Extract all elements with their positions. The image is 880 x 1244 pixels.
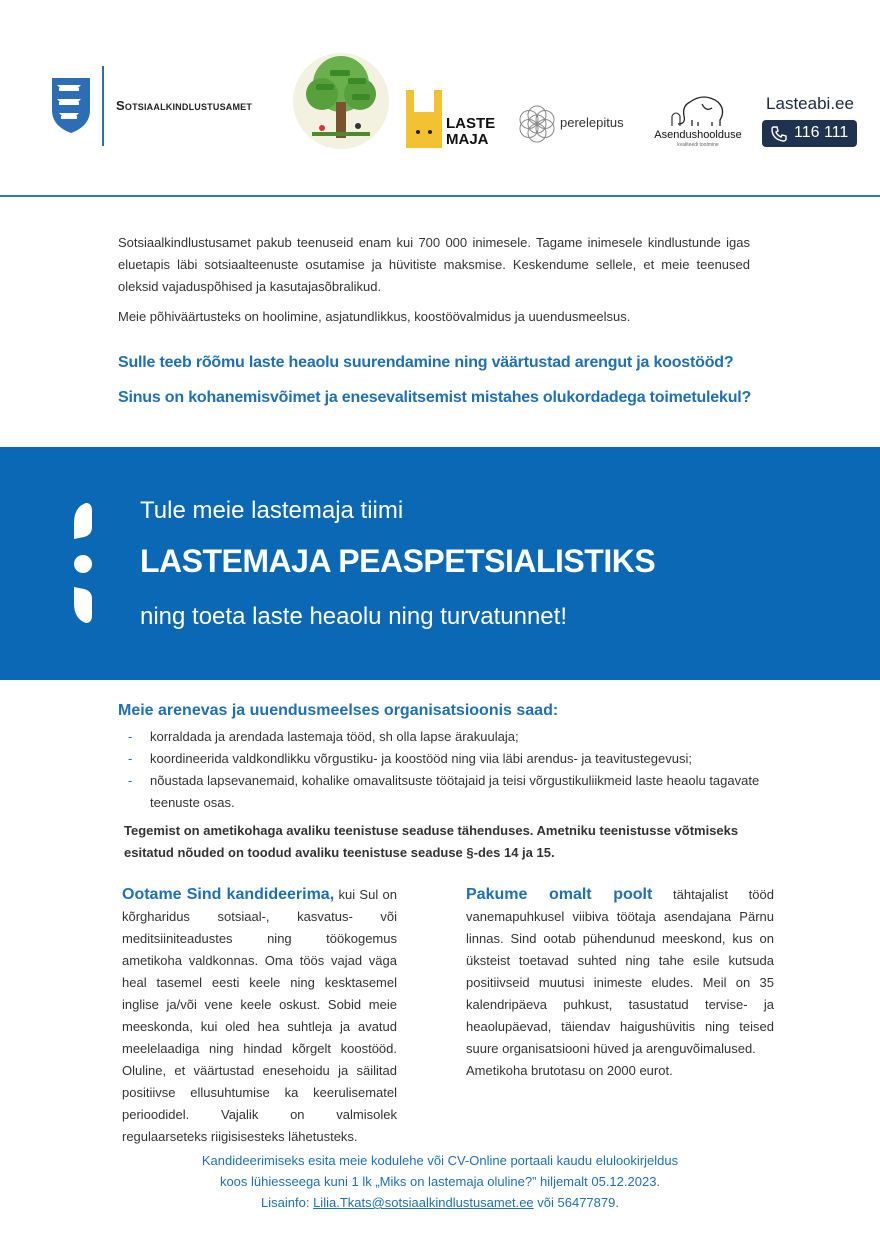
offer-column [466, 884, 774, 1082]
salary-text: Ametikoha brutotasu on 2000 eurot. [466, 1063, 673, 1078]
contact-separator: või [533, 1195, 558, 1210]
contact-email-link[interactable]: Lilia.Tkats@sotsiaalkindlustusamet.ee [313, 1195, 534, 1210]
sotsiaalkindlustusamet-logo [50, 66, 285, 146]
flower-of-life-icon [515, 102, 559, 146]
requirements-text: kui Sul on kõrgharidus sotsiaal-, kasvatus- või meditsiiniteadustes ning töökogemus ametikoha valdkonnas. Oma töös vajad väga heal tasemel eesti keele ning kesktasemel inglise ja/või vene keele oskust. Sobid meie meeskonda, kui oled hea suhtleja ja avatud meelelaadiga ning hindad kõrgelt koostööd. Oluline, et väärtustad enesehoidu ja säilitad positiivse ellusuhtumise ka keerulisematel perioodidel. Vajalik on valmisolek regulaarseteks riigisisesteks lähetusteks. [122, 887, 397, 1144]
offer-heading: Pakume omalt poolt [466, 886, 653, 903]
offer-text: tähtajalist tööd vanemapuhkusel viibiva töötaja asendajana Pärnu linnas. Sind ootab pühendunud meeskond, kus on üksteist toetavad suhted ning tahe esile kutsuda positiivseid muutusi inimeste eludes. Meil on 35 kalendripäeva puhkust, tasustatud tervise- ja heaolupäevad, täiendav haigushüvitis ning teised suure organisatsiooni hüved ja arenguvõimalused. [466, 887, 774, 1056]
legal-note: Tegemist on ametikohaga avaliku teenistuse seaduse tähenduses. Ametniku teenistusse võtmiseks esitatud nõuded on toodud avaliku teenistuse seaduse §-des 14 ja 15. [124, 823, 739, 860]
lasteabi-title: Lasteabi.ee [766, 94, 854, 113]
list-item: - koordineerida valdkondlikku võrgustiku- ja koostööd ning viia läbi arendus- ja teavitustegevusi; [128, 751, 692, 766]
elephant-icon [668, 94, 728, 128]
lasteabi-logo [760, 94, 860, 150]
lastemaja-figure-icon [406, 90, 442, 148]
org-name: Sotsiaalkindlustusamet [116, 98, 253, 113]
section-title: Meie arenevas ja uuendusmeelses organisatsioonis saad: [118, 702, 559, 719]
asendushoolduse-subtext: kvaliteedi tootmine [677, 142, 719, 148]
banner-line-1: Tule meie lastemaja tiimi [140, 497, 404, 524]
lastemaja-logo [406, 90, 502, 150]
list-item: - korraldada ja arendada lastemaja tööd, sh olla lapse ärakuulaja; [128, 729, 519, 744]
requirements-heading: Ootame Sind kandideerima, [122, 886, 335, 903]
lastemaja-logo-line1: LASTE [446, 115, 496, 132]
decorative-shapes-icon [70, 499, 100, 629]
job-banner [0, 447, 880, 680]
phone-icon [771, 126, 787, 142]
banner-line-3: ning toeta laste heaolu ning turvatunnet! [140, 603, 567, 630]
logo-divider [102, 66, 104, 146]
tree-logo-icon [292, 52, 390, 150]
three-lions-crest-icon [50, 76, 92, 134]
header-divider [0, 195, 880, 197]
requirements-column [122, 884, 397, 1148]
perelepitus-logo [515, 98, 640, 148]
footer-contact [0, 1192, 880, 1213]
footer-line-2: koos lühiesseega kuni 1 lk „Miks on lastemaja oluline?” hiljemalt 05.12.2023. [219, 1174, 661, 1189]
question-2: Sinus on kohanemisvõimet ja enesevalitsemist mistahes olukordadega toimetulekul? [118, 389, 752, 406]
intro-paragraph-1: Sotsiaalkindlustusamet pakub teenuseid enam kui 700 000 inimesele. Tagame inimesele kindlustunde igas eluetapis läbi sotsiaalteenuste osutamise ja hüvitiste maksmise. Keskendume sellele, et meie teenused oleksid vajaduspõhised ja kasutajasõbralikud. [118, 235, 750, 294]
lastemaja-logo-line2: MAJA [446, 131, 489, 148]
footer [0, 1150, 880, 1213]
footer-line-1: Kandideerimiseks esita meie kodulehe või CV-Online portaali kaudu elulookirjeldus [201, 1153, 679, 1168]
intro [118, 232, 750, 336]
question-1: Sulle teeb rõõmu laste heaolu suurendamine ning väärtustad arengut ja koostööd? [118, 354, 734, 371]
asendushoolduse-logo [646, 94, 750, 150]
perelepitus-text: perelepitus [560, 115, 624, 130]
banner-job-title: LASTEMAJA PEASPETSIALISTIKS [140, 543, 656, 579]
duties-list [118, 726, 778, 814]
intro-paragraph-2: Meie põhiväärtusteks on hoolimine, asjatundlikkus, koostöövalmidus ja uuendusmeelsus. [118, 309, 631, 324]
header [0, 0, 880, 198]
lasteabi-phone-badge [762, 120, 857, 147]
contact-phone: 56477879. [557, 1195, 619, 1210]
lasteabi-phone-number: 116 111 [794, 124, 849, 141]
list-item: - nõustada lapsevanemaid, kohalike omavalitsuste töötajaid ja teisi võrgustikuliikmeid laste heaolu tagavate teenuste osas. [128, 773, 760, 810]
contact-label: Lisainfo: [261, 1195, 314, 1210]
asendushoolduse-text: Asendushoolduse [654, 129, 742, 141]
